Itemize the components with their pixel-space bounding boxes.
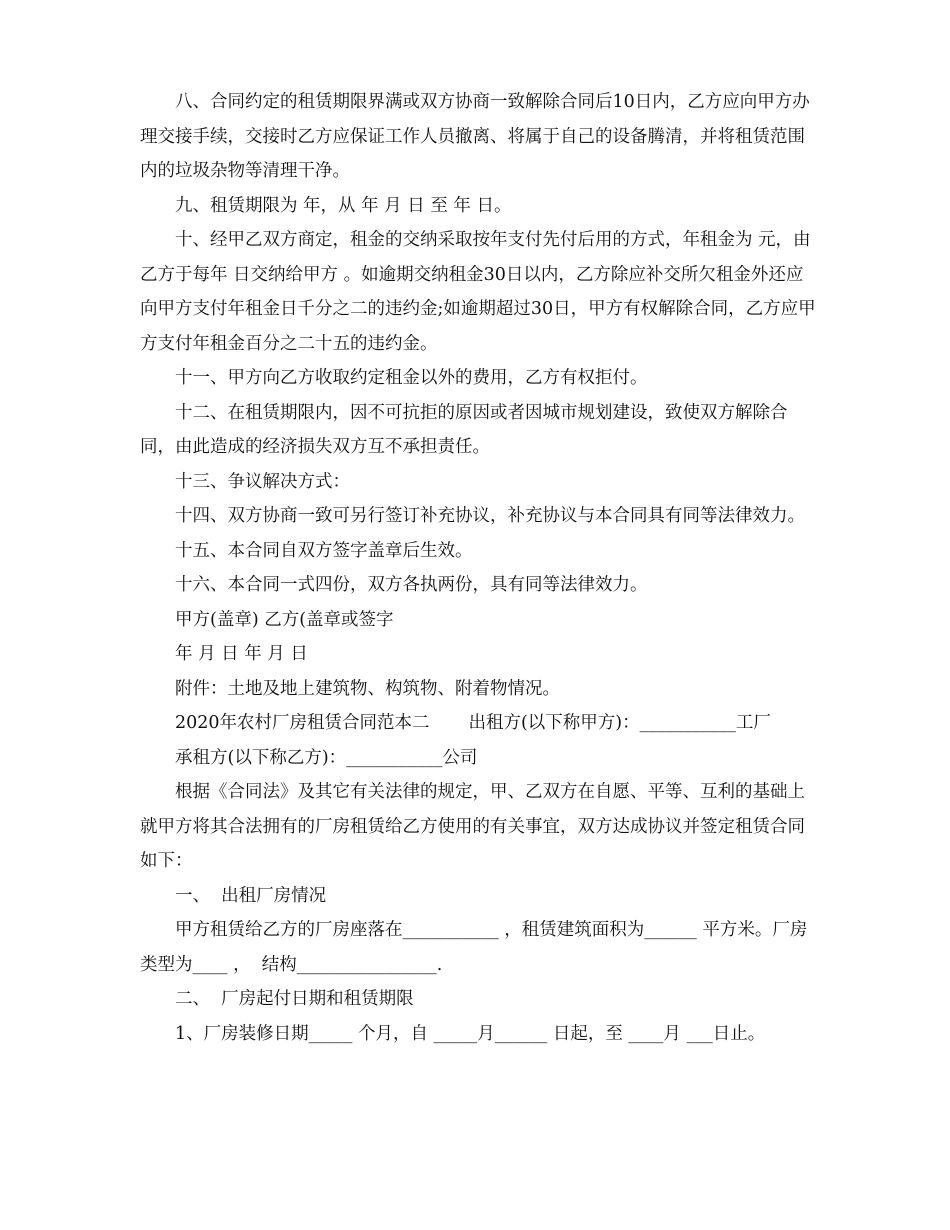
clause-12: 十二、在租赁期限内，因不可抗拒的原因或者因城市规划建设，致使双方解除合同，由此造成的经济损失双方互不承担责任。	[140, 402, 788, 457]
clause-16: 十六、本合同一式四份，双方各执两份，具有同等法律效力。	[175, 575, 648, 595]
section-2-item-1: 1、厂房装修日期_____ 个月，自 _____月______ 日起，至 ____月 ___日止。	[175, 1023, 766, 1044]
attachment-note: 附件：土地及地上建筑物、构筑物、附着物情况。	[175, 678, 560, 699]
document-body	[140, 85, 820, 1051]
lessee-line: 承租方(以下称乙方)：___________公司	[175, 747, 478, 768]
preamble: 根据《合同法》及其它有关法律的规定，甲、乙双方在自愿、平等、互利的基础上就甲方将其合法拥有的厂房租赁给乙方使用的有关事宜，双方达成协议并签定租赁合同如下：	[140, 782, 805, 871]
contract-two-heading: 2020年农村厂房租赁合同范本二 出租方(以下称甲方)：___________工厂	[175, 713, 771, 733]
signature-parties: 甲方(盖章) 乙方(盖章或签字	[175, 609, 394, 630]
section-1-heading: 一、 出租厂房情况	[175, 885, 327, 906]
clause-9: 九、租赁期限为 年，从 年 月 日 至 年 日。	[175, 195, 512, 216]
clause-14: 十四、双方协商一致可另行签订补充协议，补充协议与本合同具有同等法律效力。	[175, 506, 805, 526]
clause-15: 十五、本合同自双方签字盖章后生效。	[175, 540, 473, 561]
signature-dates: 年 月 日 年 月 日	[175, 644, 308, 664]
clause-8: 八、合同约定的租赁期限界满或双方协商一致解除合同后10日内，乙方应向甲方办理交接手续，交接时乙方应保证工作人员撤离、将属于自己的设备腾清，并将租赁范围内的垃圾杂物等清理干净。	[140, 92, 810, 181]
section-1-body: 甲方租赁给乙方的厂房座落在___________ ，租赁建筑面积为______ 平方米。厂房类型为____ ， 结构________________.	[140, 920, 808, 975]
clause-11: 十一、甲方向乙方收取约定租金以外的费用，乙方有权拒付。	[175, 368, 648, 388]
clause-10: 十、经甲乙双方商定，租金的交纳采取按年支付先付后用的方式，年租金为 元，由乙方于每年 日交纳给甲方 。如逾期交纳租金30日以内，乙方除应补交所欠租金外还应向甲方支付年租金日千分之二的违约金;如逾期超过30日，甲方有权解除合同，乙方应甲方支付年租金百分之二十五的违约金。	[140, 230, 816, 354]
clause-13: 十三、争议解决方式：	[175, 471, 350, 492]
section-2-heading: 二、 厂房起付日期和租赁期限	[175, 989, 414, 1009]
